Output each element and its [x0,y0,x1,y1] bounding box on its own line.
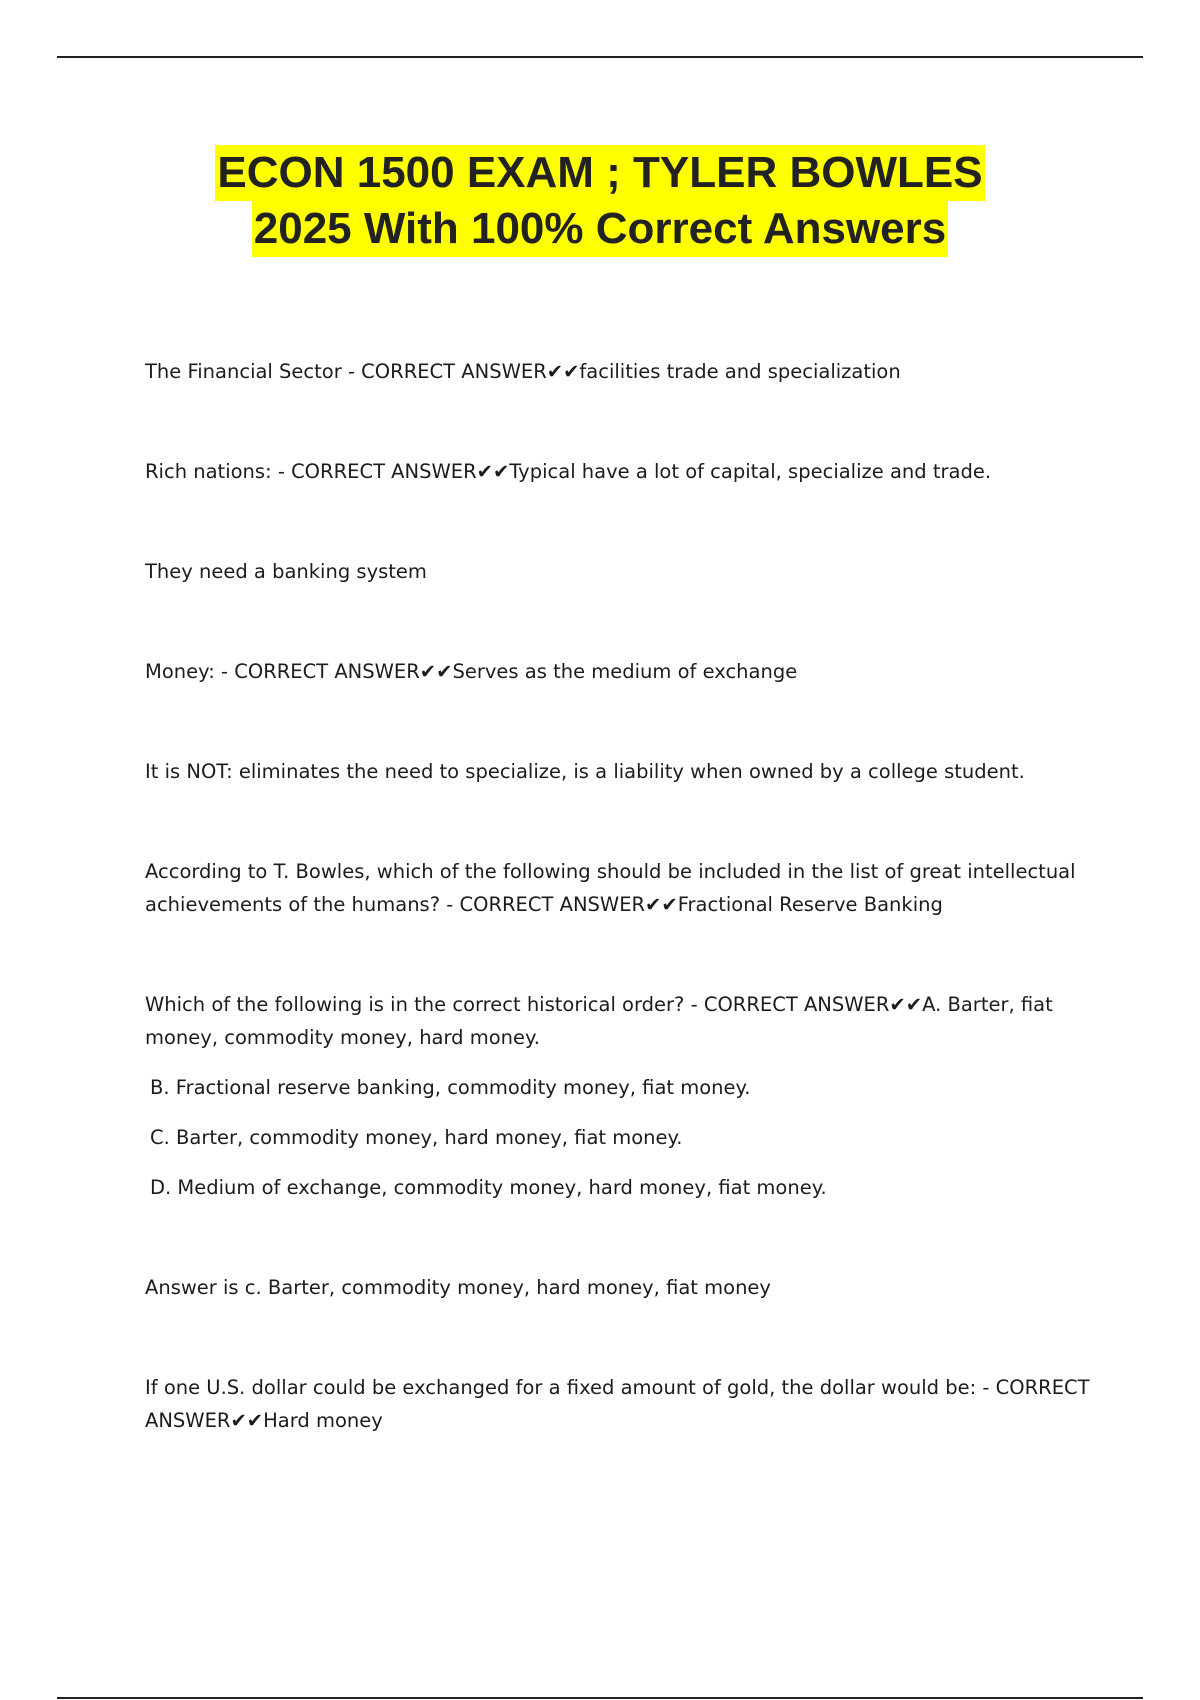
option-c: C. Barter, commodity money, hard money, fiat money. [150,1126,683,1149]
answer-historical-order: Answer is c. Barter, commodity money, hard money, fiat money [145,1276,771,1299]
note-money-is-not: It is NOT: eliminates the need to specialize, is a liability when owned by a college student. [145,760,1025,783]
qa-intellectual-achievements: According to T. Bowles, which of the following should be included in the list of great intellectual achievements of the humans? - CORRECT ANSWER✔✔Fractional Reserve Banking [145,860,1076,916]
document-title [0,145,1200,257]
bottom-rule [57,1697,1143,1699]
qa-money: Money: - CORRECT ANSWER✔✔Serves as the medium of exchange [145,660,798,683]
qa-rich-nations: Rich nations: - CORRECT ANSWER✔✔Typical have a lot of capital, specialize and trade. [145,460,992,483]
title-line-1: ECON 1500 EXAM ; TYLER BOWLES [215,145,984,201]
option-b: B. Fractional reserve banking, commodity money, fiat money. [150,1076,751,1099]
qa-financial-sector: The Financial Sector - CORRECT ANSWER✔✔facilities trade and specialization [145,360,901,383]
title-line-2: 2025 With 100% Correct Answers [252,201,948,257]
qa-historical-order: Which of the following is in the correct historical order? - CORRECT ANSWER✔✔A. Barter, fiat money, commodity money, hard money. [145,993,1053,1049]
top-rule [57,56,1143,58]
option-d: D. Medium of exchange, commodity money, hard money, fiat money. [150,1176,827,1199]
qa-hard-money: If one U.S. dollar could be exchanged for a fixed amount of gold, the dollar would be: - CORRECT ANSWER✔✔Hard money [145,1376,1090,1432]
note-banking-system: They need a banking system [145,560,427,583]
document-body [145,355,1095,1437]
